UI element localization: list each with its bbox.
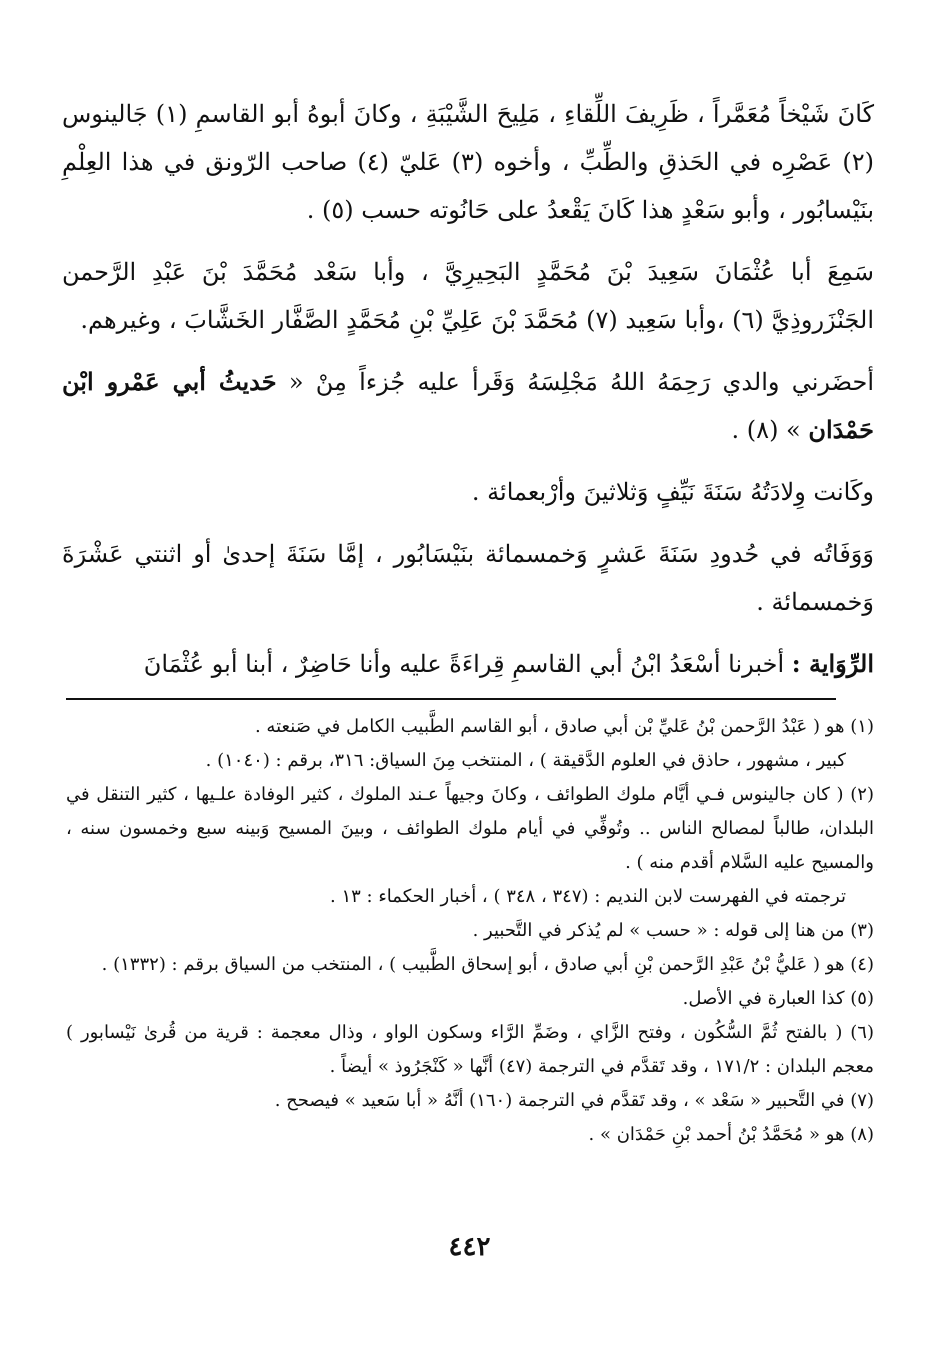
paragraph-biography-intro: كَانَ شَيْخاً مُعَمَّراً ، ظَرِيفَ اللِّقاءِ ، مَلِيحَ الشَّيْبَةِ ، وكانَ أبوهُ أبو القاسمِ (١) جَالينوس (٢) عَصْرِه في الحَذقِ والطِّبِّ ، وأخوه (٣) عَليّ (٤) صاحب الرّونق في هذا العِلْمِ بنَيْسابُور ، وأبو سَعْدٍ هذا كَانَ يَقْعدُ على حَانُوته حسب (٥) . <box>62 100 874 224</box>
footnote-continuation: ترجمته في الفهرست لابن النديم : (٣٤٧ ، ٣٤٨ ) ، أخبار الحكماء : ١٣ . <box>330 886 846 907</box>
paragraph-death: وَوَفَاتُه في حُدودِ سَنَةَ عَشرٍ وَخمسمائة بنَيْسَابُور ، إمَّا سَنَةَ إحدىٰ أو اثنتي عَشْرَةَ وَخمسمائة . <box>62 540 874 616</box>
riwaya-label: الرِّوَاية : <box>791 649 874 678</box>
attendance-lead: أحضَرني والدي رَحِمَهُ اللهُ مَجْلِسَهُ وَقَرأ عليه جُزءاً مِنْ « <box>288 368 874 396</box>
main-text <box>62 90 874 702</box>
paragraph-riwaya <box>62 640 874 688</box>
paragraph-teachers: سَمِعَ أبا عُثْمَانَ سَعِيدَ بْنَ مُحَمَّدٍ البَحِيرِيَّ ، وأبا سَعْد مُحَمَّدَ بْنَ عَبْدِ الرَّحمن الجَنْزَروذِيَّ (٦) ،وأبا سَعِيد (٧) مُحَمَّدَ بْنَ عَلِيِّ بْنِ مُحَمَّدٍ الصَّفَّار الخَشَّابَ ، وغيرهم. <box>62 258 874 334</box>
footnote: (٧) في التَّحبير « سَعْد » ، وقد تَقدَّم في الترجمة (١٦٠) أنَّهُ « أبا سَعيد » فيصحح . <box>274 1090 874 1111</box>
book-title: حَديثُ أبي عَمْرو ابْن حَمْدَان <box>62 367 874 444</box>
footnote: (٤) هو ( عَليُّ بْنُ عَبْدِ الرَّحمن بْنِ أبي صادق ، أبو إسحاق الطَّبيب ) ، المنتخب من السياق برقم : (١٣٣٢) . <box>101 954 874 975</box>
attendance-tail: » (٨) . <box>731 416 801 444</box>
riwaya-text: أخبرنا أسْعَدُ ابْنُ أبي القاسمِ قِراءَةً عليه وأنا حَاضِرٌ ، أبنا أبو عُثْمَانَ <box>143 650 785 678</box>
footnote: (٥) كذا العبارة في الأصل. <box>682 988 874 1009</box>
footnote: (٦) ( بالفتح ثُمَّ السُّكُون ، وفتح الزَّاي ، وضَمِّ الرَّاء وسكون الواو ، وذال معجمة : قرية من قُرىٰ نَيْسابور ) معجم البلدان : ١٧١/٢ ، وقد تَقدَّم في الترجمة (٤٧) أنَّها « كَنْجَرُوذ » أيضاً . <box>66 1022 874 1077</box>
footnote: (٢) ( كان جالينوس فـي أيَّام ملوك الطوائف ، وكانَ وجيهاً عـند الملوك ، كثير الوفادة علـيها ، كثير التنقل في البلدان، طالباً لمصالح الناس .. وتُوفِّي في أيام ملوك الطوائف ، وبينَ المسيح وَبينه سبع وخمسون سنه ، والمسيح عليه السَّلام أقدم منه ) . <box>66 784 874 873</box>
footnote-separator <box>66 698 836 700</box>
footnote: (٣) من هنا إلى قوله : « حسب » لم يُذكر في التَّحبير . <box>472 920 874 941</box>
paragraph-attendance <box>62 358 874 454</box>
footnote: (٨) هو « مُحَمَّدُ بْنُ أحمد بْنِ حَمْدَان » . <box>588 1124 874 1145</box>
paragraph-birth: وكَانت وِلادَتُهُ سَنَةَ نَيِّفٍ وَثلاثينَ وأرْبعمائة . <box>471 478 874 506</box>
page-number: ٤٤٢ <box>448 1232 491 1262</box>
footnotes <box>66 710 874 1152</box>
footnote-continuation: كبير ، مشهور ، حاذق في العلوم الدَّقيقة ) ، المنتخب مِنَ السياق: ٣١٦، برقم : (١٠٤٠) . <box>205 750 846 771</box>
footnote: (١) هو ( عَبْدُ الرَّحمن بْنُ عَليِّ بْن أبي صادق ، أبو القاسم الطَّبيب الكامل في صَنعته . <box>254 716 874 737</box>
